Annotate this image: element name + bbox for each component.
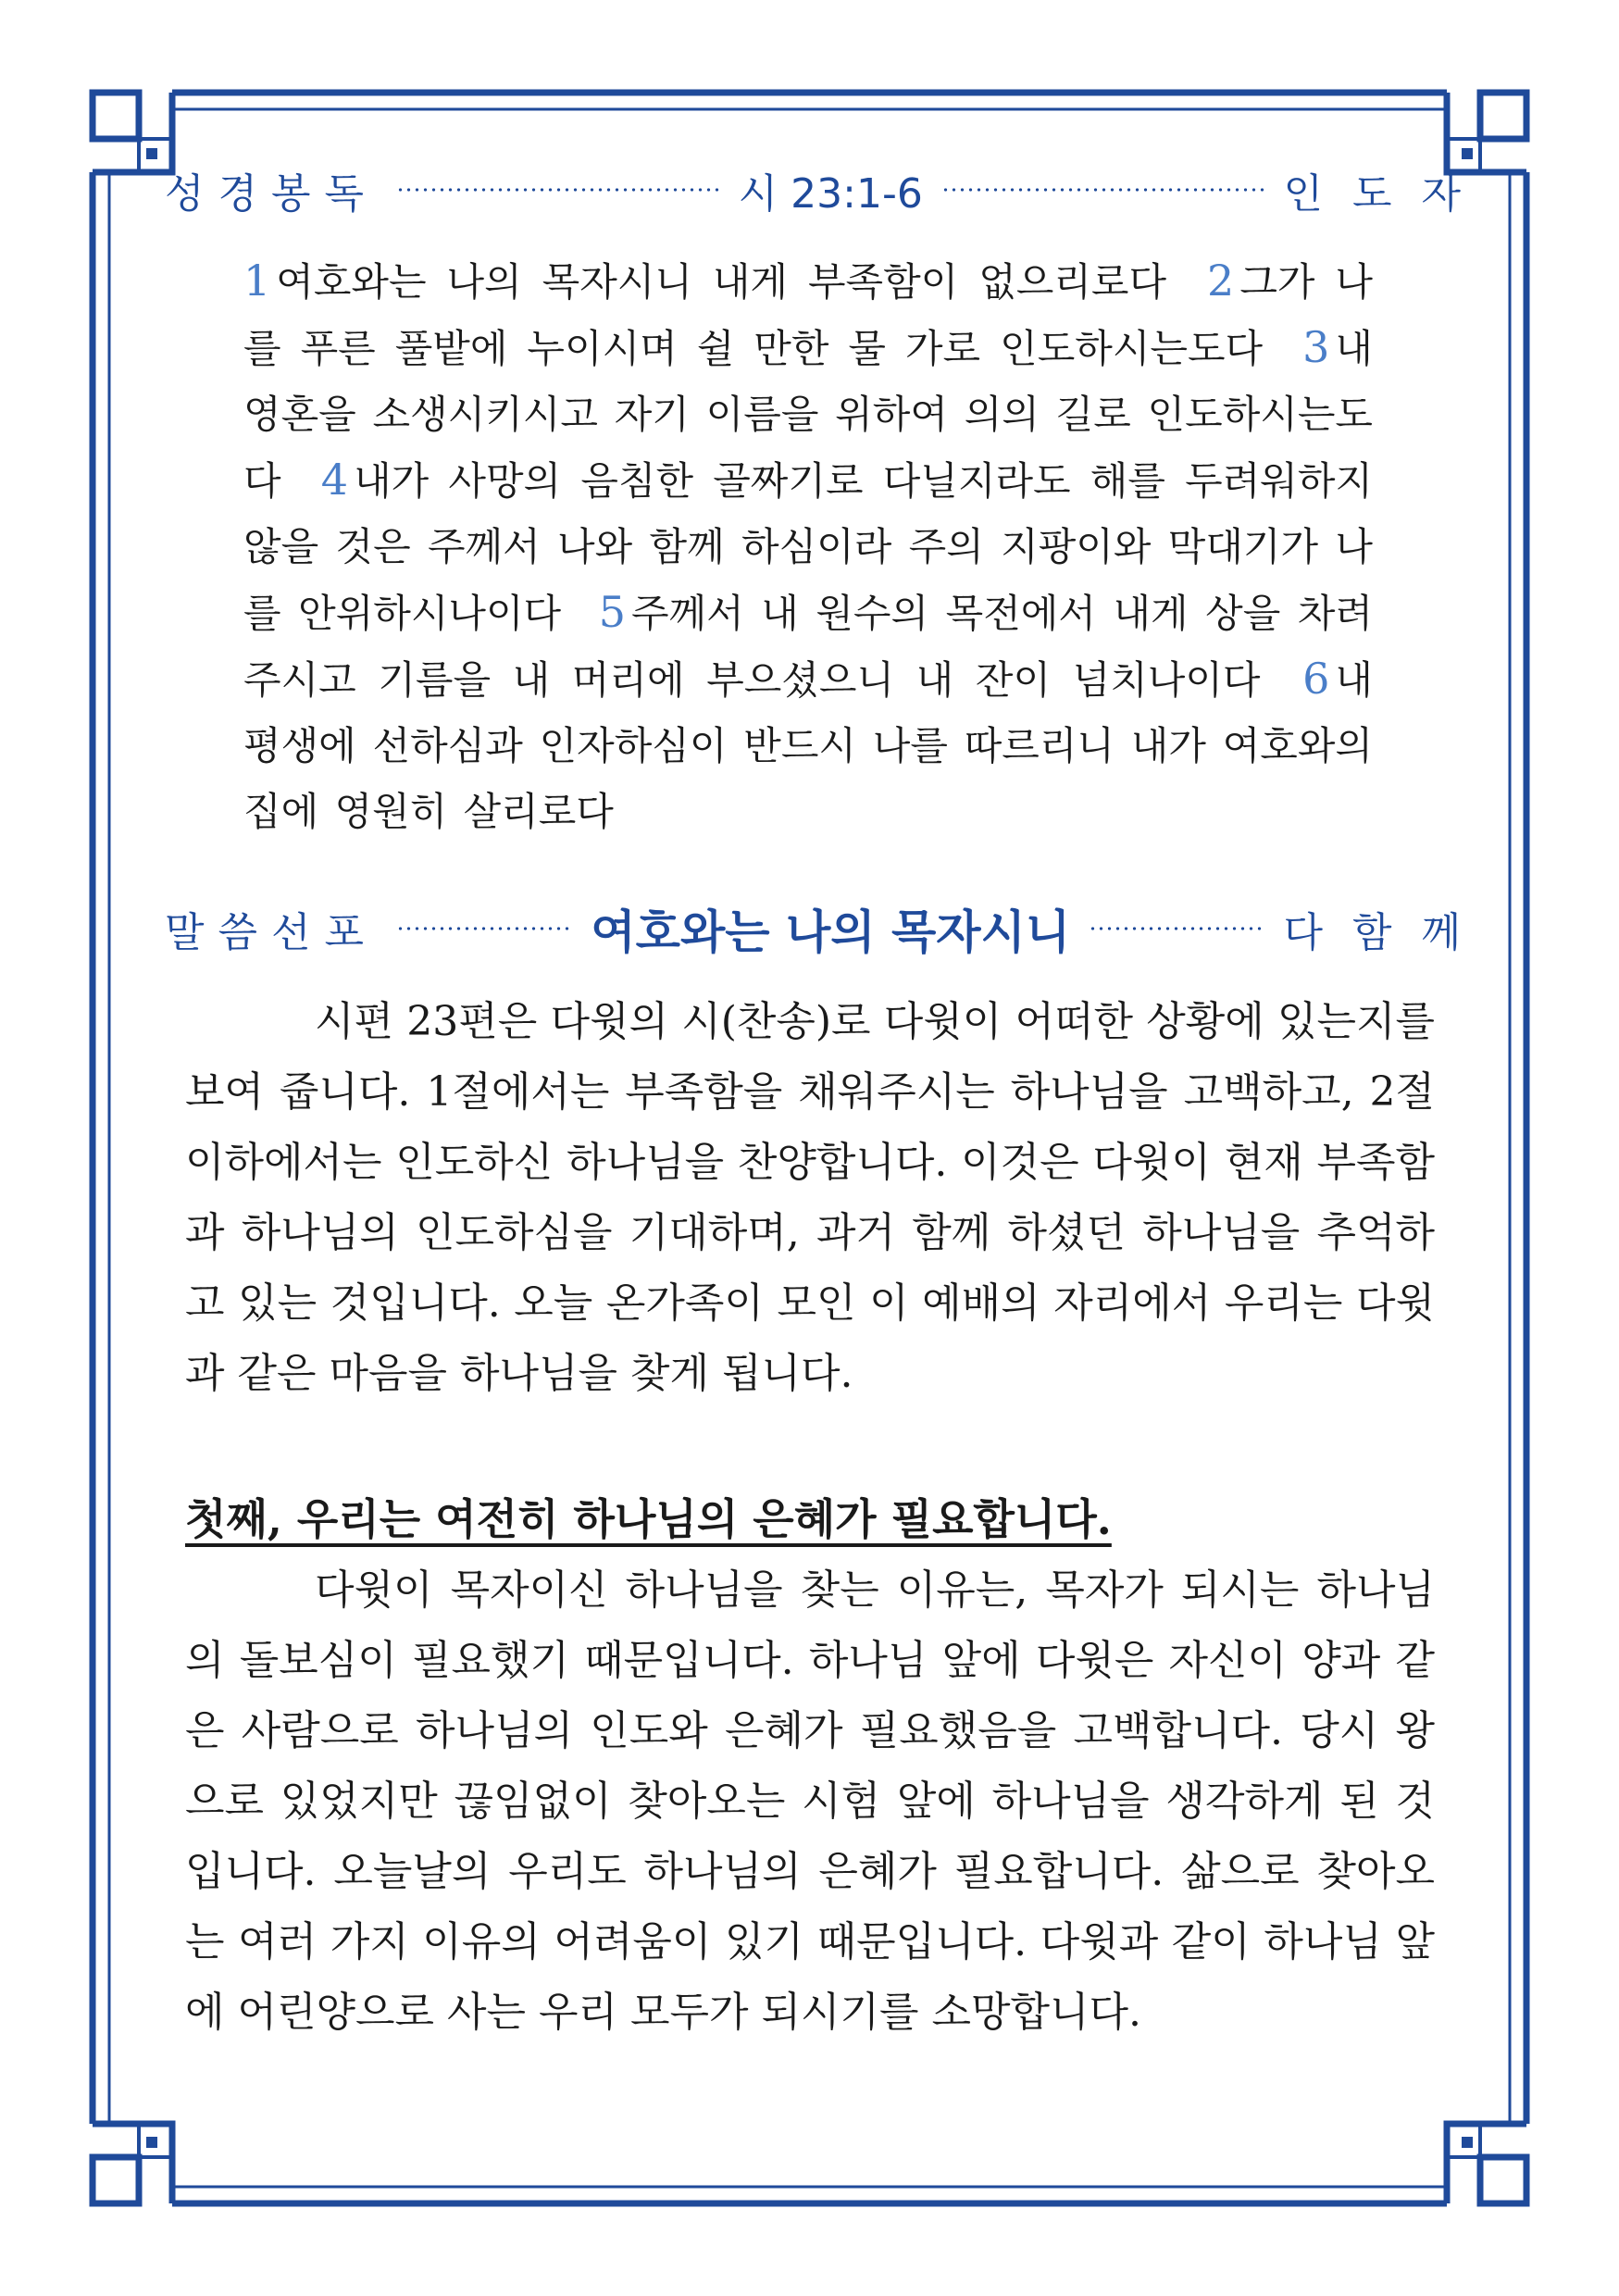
verse-number: 5 [598,587,626,637]
verse-text: 내가 사망의 음침한 골짜기로 다닐지라도 해를 두려워하지 않을 것은 주께서 나와 함께 하심이라 주의 지팡이와 막대기가 나를 안위하시나이다 [243,458,1373,636]
reading-leader: 인도자 [1283,170,1491,218]
sermon-leader: 다함께 [1283,909,1491,956]
verse-text: 내 평생에 선하심과 인자하심이 반드시 나를 따르리니 내가 여호와의 집에 영원히 살리로다 [243,657,1373,834]
reading-reference: 시 23:1-6 [738,170,923,218]
sermon-label: 말씀선포 [165,909,379,956]
verse [243,256,1167,306]
sermon-intro: 시편 23편은 다윗의 시(찬송)로 다윗이 어떠한 상황에 있는지를 보여 줍니다. 1절에서는 부족함을 채워주시는 하나님을 고백하고, 2절 이하에서는 인도하신 하나님을 찬양합니다. 이것은 다윗이 현재 부족함과 하나님의 인도하심을 기대하며, 과거 함께 하셨던 하나님을 추억하고 있는 것입니다. 오늘 온가족이 모인 이 예배의 자리에서 우리는 다윗과 같은 마음을 하나님을 찾게 됩니다. [185,998,1435,1397]
verse-text: 내 영혼을 소생시키시고 자기 이름을 위하여 의의 길로 인도하시는도다 [243,326,1373,504]
reading-label: 성경봉독 [165,170,379,218]
verse-text: 주께서 내 원수의 목전에서 내게 상을 차려 주시고 기름을 내 머리에 부으셨으니 내 잔이 넘치나이다 [243,591,1373,703]
leader-dots [941,188,1265,192]
verse-text: 그가 나를 푸른 풀밭에 누이시며 쉴 만한 물 가로 인도하시는도다 [243,259,1373,371]
point1-body: 다윗이 목자이신 하나님을 찾는 이유는, 목자가 되시는 하나님의 돌보심이 필요했기 때문입니다. 하나님 앞에 다윗은 자신이 양과 같은 사람으로 하나님의 인도와 은혜가 필요했음을 고백합니다. 당시 왕으로 있었지만 끊임없이 찾아오는 시험 앞에 하나님을 생각하게 된 것입니다. 오늘날의 우리도 하나님의 은혜가 필요합니다. 삶으로 찾아오는 여러 가지 이유의 어려움이 있기 때문입니다. 다윗과 같이 하나님 앞에 어린양으로 사는 우리 모두가 되시기를 소망합니다. [185,1566,1435,2036]
sermon-title: 여호와는 나의 목자시니 [591,905,1071,959]
verse-number: 6 [1302,654,1330,704]
leader-dots [396,188,720,192]
verse-number: 1 [243,256,271,306]
scripture-text [243,248,1373,844]
sermon-header [165,896,1491,961]
reading-header [165,157,1491,222]
verse-number: 2 [1207,256,1235,306]
verse-number: 4 [320,455,349,505]
leader-dots [1089,927,1264,930]
verse-number: 3 [1302,322,1330,372]
point1-heading: 첫째, 우리는 여전히 하나님의 은혜가 필요합니다. [185,1494,1112,1544]
leader-dots [396,927,572,930]
verse-text: 여호와는 나의 목자시니 내게 부족함이 없으리로다 [276,259,1167,305]
